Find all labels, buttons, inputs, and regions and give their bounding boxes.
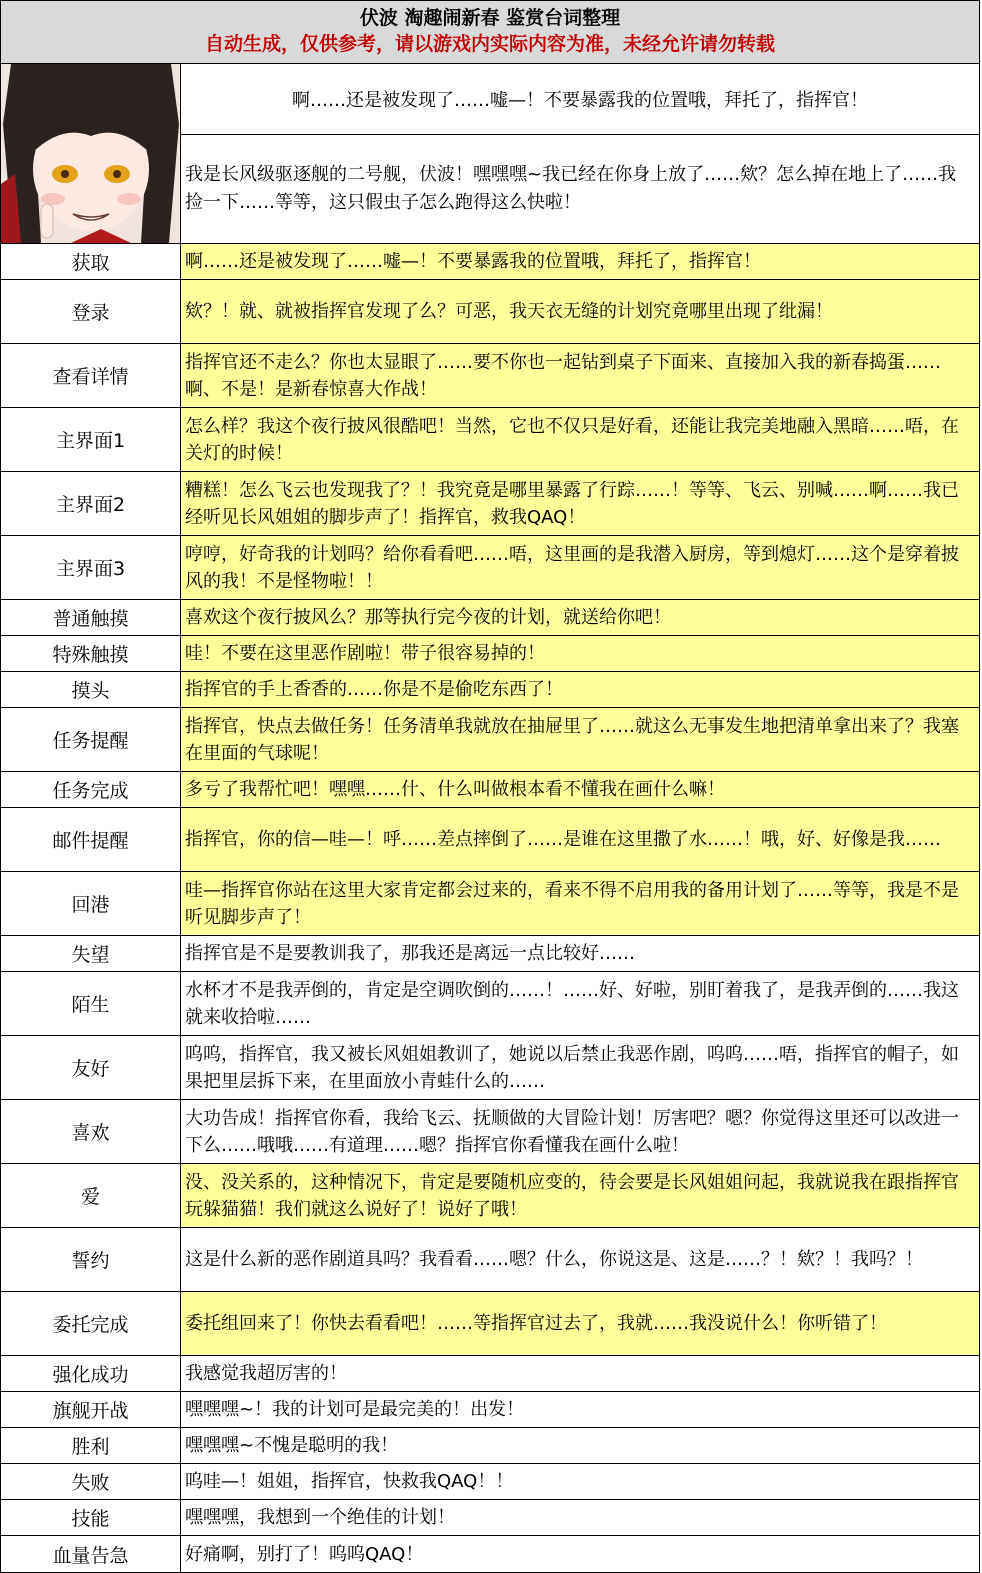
page-title: 伏波 淘趣闹新春 鉴赏台词整理 <box>359 7 621 29</box>
row-text: 哼哼，好奇我的计划吗？给你看看吧……唔，这里画的是我潜入厨房，等到熄灯……这个是穿着披风的我！不是怪物啦！！ <box>181 536 979 599</box>
row-text: 呜哇—！姐姐，指挥官，快救我QAQ！！ <box>185 1471 514 1492</box>
intro-block <box>1 64 979 244</box>
row-text: 指挥官，快点去做任务！任务清单我就放在抽屉里了……就这么无事发生地把清单拿出来了？我塞在里面的气球呢！ <box>181 708 979 771</box>
row-label: 特殊触摸 <box>1 636 181 671</box>
table-row <box>1 636 979 672</box>
row-label: 主界面2 <box>1 472 181 535</box>
table-row <box>1 1036 979 1100</box>
row-label: 失败 <box>1 1464 181 1499</box>
table-row <box>1 244 979 280</box>
row-label: 爱 <box>1 1164 181 1227</box>
table-row <box>1 936 979 972</box>
row-label: 邮件提醒 <box>1 808 181 871</box>
row-text: 嘿嘿嘿~不愧是聪明的我！ <box>185 1435 399 1456</box>
row-text: 嘿嘿嘿，我想到一个绝佳的计划！ <box>185 1507 455 1528</box>
row-label: 摸头 <box>1 672 181 707</box>
copyright-notice: 自动生成，仅供参考，请以游戏内实际内容为准，未经允许请勿转载 <box>204 33 775 55</box>
table-row <box>1 1536 979 1572</box>
table-row <box>1 1500 979 1536</box>
intro-profile-text: 我是长风级驱逐舰的二号舰，伏波！嘿嘿嘿~我已经在你身上放了……欸？怎么掉在地上了……我捡一下……等等，这只假虫子怎么跑得这么快啦！ <box>185 163 957 213</box>
row-text: 大功告成！指挥官你看，我给飞云、抚顺做的大冒险计划！厉害吧？嗯？你觉得这里还可以改进一下么……哦哦……有道理……嗯？指挥官你看懂我在画什么啦！ <box>185 1107 959 1156</box>
table-row <box>1 972 979 1036</box>
row-text: 欸？！就、就被指挥官发现了么？可恶，我天衣无缝的计划究竟哪里出现了纰漏！ <box>181 280 979 343</box>
row-text: 怎么样？我这个夜行披风很酷吧！当然，它也不仅只是好看，还能让我完美地融入黑暗……唔，在关灯的时候！ <box>181 408 979 471</box>
row-text: 喜欢这个夜行披风么？那等执行完今夜的计划，就送给你吧！ <box>181 600 979 635</box>
table-row <box>1 600 979 636</box>
table-row <box>1 344 979 408</box>
row-label: 友好 <box>1 1036 181 1099</box>
table-row <box>1 472 979 536</box>
row-label: 任务完成 <box>1 772 181 807</box>
table-row <box>1 536 979 600</box>
voice-line-table <box>1 244 979 1572</box>
row-label: 任务提醒 <box>1 708 181 771</box>
row-text: 啊……还是被发现了……嘘—！不要暴露我的位置哦，拜托了，指挥官！ <box>181 244 979 279</box>
portrait-illustration <box>1 64 181 243</box>
table-row <box>1 772 979 808</box>
row-label: 登录 <box>1 280 181 343</box>
row-text: 水杯才不是我弄倒的，肯定是空调吹倒的……！……好、好啦，别盯着我了，是我弄倒的……我这就来收拾啦…… <box>185 979 959 1028</box>
row-text: 指挥官是不是要教训我了，那我还是离远一点比较好…… <box>185 943 635 964</box>
row-label: 誓约 <box>1 1228 181 1291</box>
row-text: 哇！不要在这里恶作剧啦！带子很容易掉的！ <box>181 636 979 671</box>
row-label: 血量告急 <box>1 1536 181 1572</box>
intro-greeting-line: 啊……还是被发现了……嘘—！不要暴露我的位置哦，拜托了，指挥官！ <box>181 64 979 135</box>
row-label: 技能 <box>1 1500 181 1535</box>
row-label: 主界面1 <box>1 408 181 471</box>
row-label: 喜欢 <box>1 1100 181 1163</box>
table-row <box>1 672 979 708</box>
row-label: 普通触摸 <box>1 600 181 635</box>
table-row <box>1 1100 979 1164</box>
table-row <box>1 408 979 472</box>
row-text: 指挥官还不走么？你也太显眼了……要不你也一起钻到桌子下面来、直接加入我的新春捣蛋……啊、不是！是新春惊喜大作战！ <box>181 344 979 407</box>
row-text: 委托组回来了！你快去看看吧！……等指挥官过去了，我就……我没说什么！你听错了！ <box>181 1292 979 1355</box>
row-text: 哇—指挥官你站在这里大家肯定都会过来的，看来不得不启用我的备用计划了……等等，我是不是听见脚步声了！ <box>181 872 979 935</box>
row-label: 旗舰开战 <box>1 1392 181 1427</box>
table-row <box>1 808 979 872</box>
row-text: 嘿嘿嘿~！我的计划可是最完美的！出发！ <box>185 1399 525 1420</box>
table-row <box>1 708 979 772</box>
row-label: 回港 <box>1 872 181 935</box>
row-label: 主界面3 <box>1 536 181 599</box>
table-row <box>1 1292 979 1356</box>
row-text: 我感觉我超厉害的！ <box>185 1363 347 1384</box>
table-row <box>1 1464 979 1500</box>
table-row <box>1 1428 979 1464</box>
table-row <box>1 872 979 936</box>
table-row <box>1 1356 979 1392</box>
table-row <box>1 1228 979 1292</box>
row-text: 指挥官，你的信—哇—！呼……差点摔倒了……是谁在这里撒了水……！哦，好、好像是我…… <box>181 808 979 871</box>
row-text: 糟糕！怎么飞云也发现我了？！我究竟是哪里暴露了行踪……！等等、飞云、别喊……啊……我已经听见长风姐姐的脚步声了！指挥官，救我QAQ！ <box>181 472 979 535</box>
row-text: 好痛啊，别打了！呜呜QAQ！ <box>185 1543 424 1565</box>
row-label: 查看详情 <box>1 344 181 407</box>
row-label: 陌生 <box>1 972 181 1035</box>
sheet-header <box>1 1 979 64</box>
row-text: 指挥官的手上香香的……你是不是偷吃东西了！ <box>181 672 979 707</box>
row-text: 呜呜，指挥官，我又被长风姐姐教训了，她说以后禁止我恶作剧，呜呜……唔，指挥官的帽子，如果把里层拆下来，在里面放小青蛙什么的…… <box>185 1043 959 1092</box>
character-portrait <box>1 64 181 243</box>
row-label: 失望 <box>1 936 181 971</box>
table-row <box>1 1392 979 1428</box>
row-text: 多亏了我帮忙吧！嘿嘿……什、什么叫做根本看不懂我在画什么嘛！ <box>181 772 979 807</box>
row-text: 没、没关系的，这种情况下，肯定是要随机应变的，待会要是长风姐姐问起，我就说我在跟指挥官玩躲猫猫！我们就这么说好了！说好了哦！ <box>181 1164 979 1227</box>
table-row <box>1 280 979 344</box>
row-text: 这是什么新的恶作剧道具吗？我看看……嗯？什么，你说这是、这是……？！欸？！我吗？！ <box>185 1249 923 1270</box>
table-row <box>1 1164 979 1228</box>
row-label: 委托完成 <box>1 1292 181 1355</box>
row-label: 获取 <box>1 244 181 279</box>
row-label: 强化成功 <box>1 1356 181 1391</box>
row-label: 胜利 <box>1 1428 181 1463</box>
